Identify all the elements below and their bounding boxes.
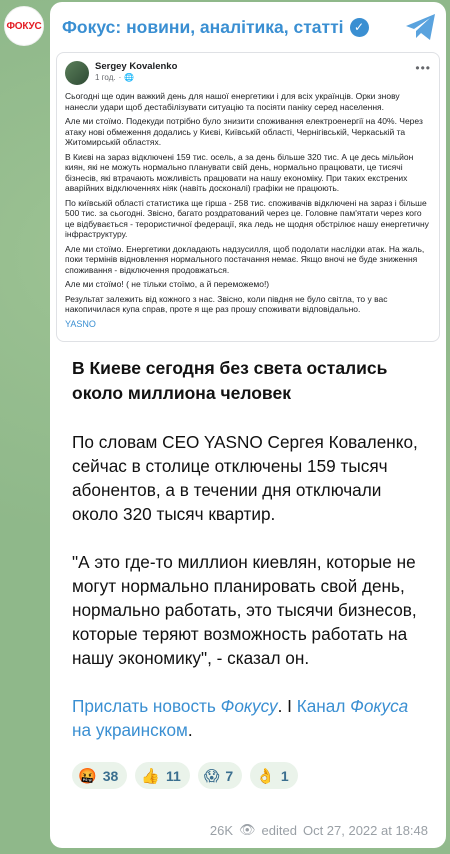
ok-hand-icon: 👌: [256, 767, 275, 785]
channel-avatar-logo: ФОКУС: [6, 20, 42, 32]
facebook-post-embed[interactable]: [56, 52, 440, 342]
send-news-prefix: Прислать новость: [72, 696, 221, 716]
send-news-link[interactable]: [72, 696, 278, 716]
view-count: 26K: [209, 822, 234, 838]
fb-paragraph: По київській області статистика ще гірша - 258 тис. споживачів відключені на зараз і більше 500 тис. за сьогодні. Звісно, багато роздратований через це. Головне пам'ятати через кого це відбувається - терористичної федерації, яка ледь не щодня обстрілює нашу енергетичну інфраструктуру.: [65, 197, 429, 239]
separator-dot: ·: [118, 73, 122, 82]
reaction-count: 38: [102, 767, 119, 784]
channel-link-suffix: на украинском: [72, 720, 188, 740]
more-options-icon[interactable]: •••: [415, 61, 431, 75]
message-header: [62, 12, 438, 42]
fb-author-avatar[interactable]: [65, 61, 89, 85]
post-paragraph: "А это где-то миллион киевлян, которые не могут нормально планировать свой день, нормально работать, это тысячи бизнесов, которые теряют возможность работать на нашу экономику", - сказал он.: [72, 552, 417, 668]
fb-paragraph: Результат залежить від кожного з нас. Звісно, коли півдня не було світла, то у вас накопичилася купа справ, проте я ще раз прошу споживати відповідально.: [65, 293, 388, 314]
eye-icon: 👁: [239, 822, 256, 837]
post-title: В Киеве сегодня без света остались около миллиона человек: [72, 358, 388, 403]
send-news-suffix: .: [277, 696, 283, 716]
thumbs-up-icon: 👍: [141, 767, 160, 785]
post-links: [72, 694, 432, 742]
links-end: .: [187, 720, 193, 740]
message-timestamp: Oct 27, 2022 at 18:48: [302, 822, 428, 838]
fb-post-meta: [95, 73, 177, 82]
fb-post-body: [65, 91, 431, 315]
screaming-face-icon: 😱: [203, 767, 220, 785]
verified-icon: ✓: [350, 18, 369, 37]
globe-icon: 🌐: [124, 73, 135, 82]
reaction-angry[interactable]: [72, 762, 127, 789]
fb-paragraph: Але ми стоїмо! ( не тільки стоїмо, а й переможемо!): [65, 279, 270, 289]
fb-author-name[interactable]: Sergey Kovalenko: [95, 61, 178, 72]
post-paragraph: По словам CEO YASNO Сергея Коваленко, сейчас в столице отключены 159 тысяч абонентов, а в течении дня отключали около 320 тысяч квартир.: [72, 432, 418, 524]
channel-link-prefix: Канал: [296, 696, 351, 716]
reaction-scream[interactable]: [198, 762, 242, 789]
fb-source-link[interactable]: YASNO: [65, 318, 96, 329]
fb-paragraph: В Києві на зараз відключені 159 тис. осель, а за день більше 320 тис. А це десь мільйон киян, які не можуть нормально планувати свій день, нормально працювати, це тисячі бізнесів, які втрачають можливість працювати на нашу економіку. При таких екстрених аварійних відключеннях ніяк (навіть досконалі) графіки не працюють.: [65, 151, 414, 193]
channel-name-text: Фокус: новини, аналітика, статті: [62, 16, 344, 37]
channel-name[interactable]: [62, 17, 369, 38]
fb-paragraph: Сьогодні ще один важкий день для нашої енергетики і для всіх українців. Орки знову нанесли удари щоб дестабілізувати ситуацію та посіяти паніку серед населення.: [65, 91, 400, 112]
angry-face-icon: 🤬: [78, 767, 97, 785]
fb-paragraph: Але ми стоїмо. Подекуди потрібно було знизити споживання електроенергії на 40%. Через атаку нові обмеження додались у Києві, Київській області, Чернігівській, Черкаській та Житомирській областях.: [65, 116, 423, 147]
fb-paragraph: Але ми стоїмо. Енергетики докладають надзусилля, щоб подолати наслідки атак. На жаль, поки термінів відновлення нормального постачання немає. Якщо вночі не буде зниження споживання - відключення продовжаться.: [65, 243, 425, 275]
message-bubble: [50, 2, 446, 848]
post-text: [62, 356, 438, 789]
reaction-count: 1: [280, 767, 289, 784]
send-news-italic: Фокусу: [220, 696, 278, 716]
reactions-bar: [72, 762, 432, 789]
reaction-thumbs-up[interactable]: [135, 762, 190, 789]
telegram-icon[interactable]: [404, 12, 438, 42]
message-footer: [210, 822, 428, 838]
links-separator: I: [282, 696, 297, 716]
fb-post-header: [65, 61, 431, 85]
edited-label: edited: [261, 822, 297, 838]
fb-post-time[interactable]: 1 год.: [95, 73, 116, 82]
reaction-count: 11: [165, 767, 181, 784]
reaction-count: 7: [225, 767, 234, 784]
reaction-ok[interactable]: [250, 762, 297, 789]
channel-avatar[interactable]: [4, 6, 44, 46]
channel-link-italic: Фокуса: [350, 696, 409, 716]
